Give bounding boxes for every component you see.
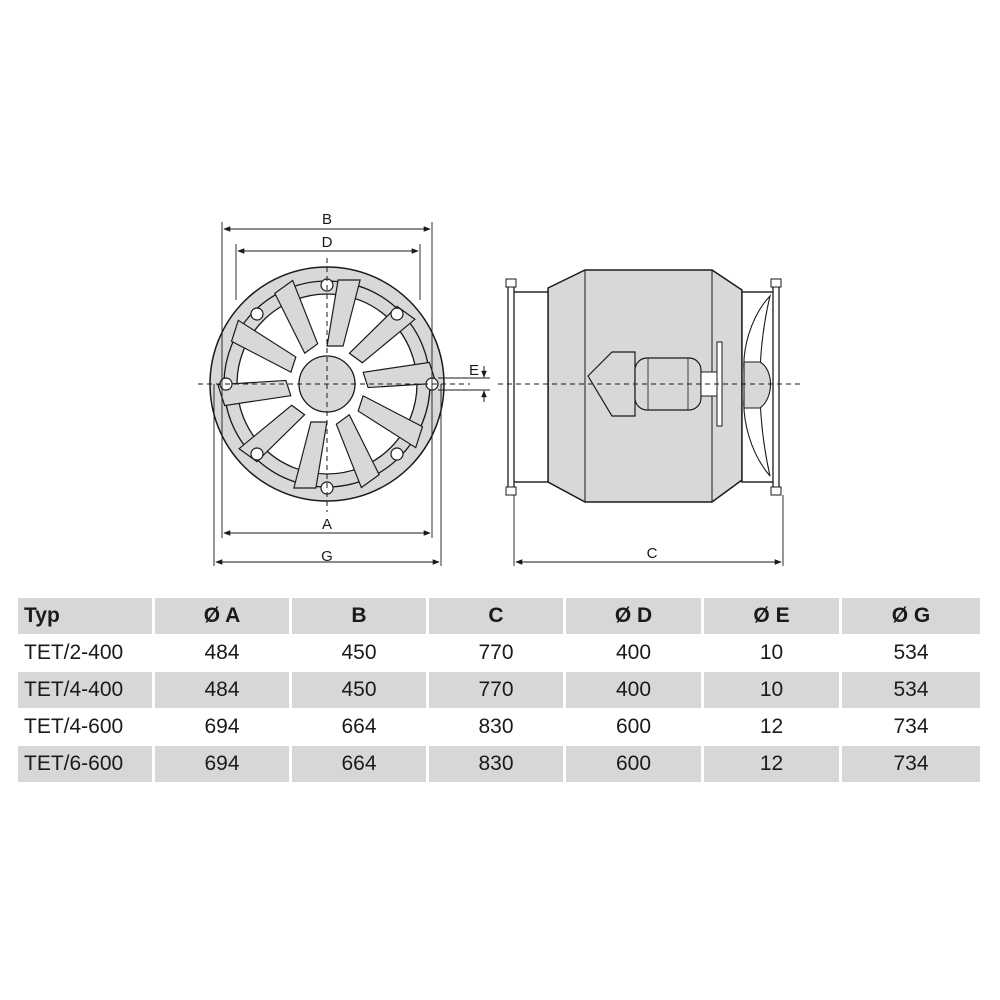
cell-c: 830 — [429, 709, 566, 746]
cell-e: 12 — [704, 746, 842, 783]
label-e: E — [469, 362, 480, 379]
cell-d: 400 — [566, 635, 704, 672]
header-d: Ø D — [566, 598, 704, 635]
cell-a: 484 — [155, 672, 292, 709]
cell-b: 664 — [292, 709, 429, 746]
side-view — [498, 270, 802, 566]
table-row — [18, 709, 980, 746]
header-typ: Typ — [18, 598, 155, 635]
front-view — [198, 210, 490, 566]
cell-c: 770 — [429, 672, 566, 709]
header-c: C — [429, 598, 566, 635]
label-b: B — [321, 211, 333, 228]
cell-g: 534 — [842, 635, 980, 672]
cell-typ: TET/4-600 — [18, 709, 155, 746]
label-d: D — [321, 234, 333, 251]
outlet-flange — [773, 283, 779, 491]
cell-e: 12 — [704, 709, 842, 746]
cell-g: 534 — [842, 672, 980, 709]
table-header-row — [18, 598, 980, 635]
header-b: B — [292, 598, 429, 635]
cell-b: 664 — [292, 746, 429, 783]
cell-d: 400 — [566, 672, 704, 709]
cell-typ: TET/2-400 — [18, 635, 155, 672]
table-row — [18, 672, 980, 709]
label-c: C — [646, 545, 658, 562]
cell-a: 694 — [155, 746, 292, 783]
cell-c: 770 — [429, 635, 566, 672]
cell-b: 450 — [292, 672, 429, 709]
inlet-flange — [508, 283, 514, 491]
cell-g: 734 — [842, 709, 980, 746]
cell-typ: TET/4-400 — [18, 672, 155, 709]
header-e: Ø E — [704, 598, 842, 635]
cell-d: 600 — [566, 709, 704, 746]
inlet-duct — [512, 292, 548, 482]
cell-e: 10 — [704, 635, 842, 672]
table-row — [18, 746, 980, 783]
header-a: Ø A — [155, 598, 292, 635]
cell-a: 484 — [155, 635, 292, 672]
cell-g: 734 — [842, 746, 980, 783]
cell-c: 830 — [429, 746, 566, 783]
dimensions-table — [18, 598, 980, 783]
table-row — [18, 635, 980, 672]
header-g: Ø G — [842, 598, 980, 635]
label-a: A — [321, 516, 333, 533]
label-g: G — [321, 548, 333, 565]
cell-b: 450 — [292, 635, 429, 672]
cell-e: 10 — [704, 672, 842, 709]
impeller-hub — [744, 362, 771, 408]
cell-a: 694 — [155, 709, 292, 746]
cell-typ: TET/6-600 — [18, 746, 155, 783]
cell-d: 600 — [566, 746, 704, 783]
